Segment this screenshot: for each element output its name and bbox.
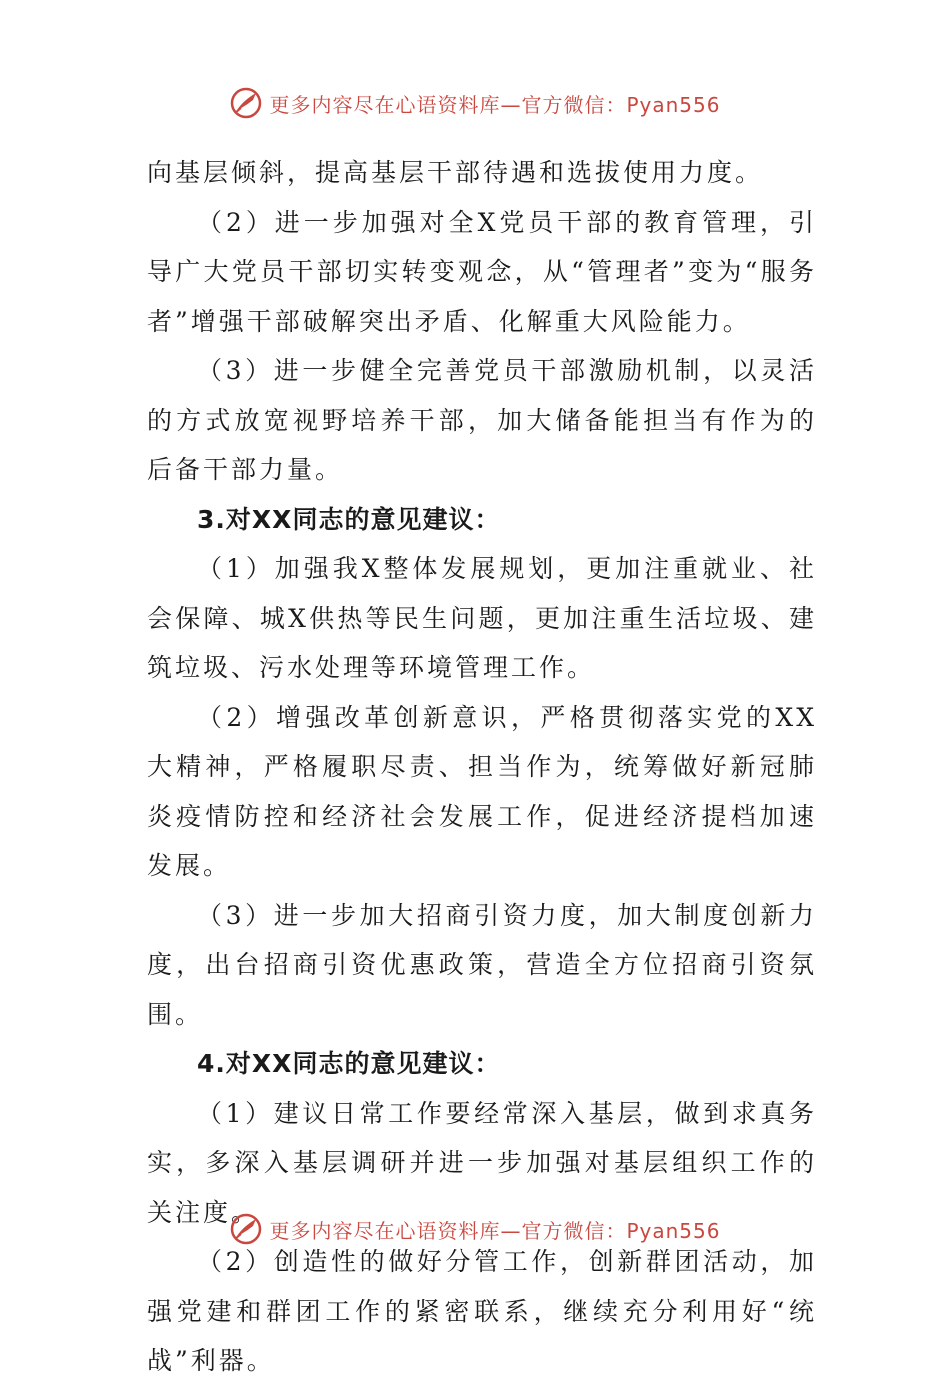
footer-watermark — [0, 1212, 950, 1246]
watermark-text: 更多内容尽在心语资料库—官方微信：Pyan556 — [269, 1218, 721, 1243]
paragraph-item: （1）建议日常工作要经常深入基层，做到求真务实，多深入基层调研并进一步加强对基层组织工作的关注度。 — [147, 1098, 817, 1227]
section-heading: 3.对XX同志的意见建议： — [197, 504, 501, 534]
paragraph-item: （1）加强我X整体发展规划，更加注重就业、社会保障、城X供热等民生问题，更加注重生活垃圾、建筑垃圾、污水处理等环境管理工作。 — [147, 554, 817, 682]
watermark-text: 更多内容尽在心语资料库—官方微信：Pyan556 — [269, 92, 721, 117]
document-body — [147, 148, 817, 1386]
paragraph-item: （2）创造性的做好分管工作，创新群团活动，加强党建和群团工作的紧密联系，继续充分利用好“统战”利器。 — [147, 1247, 817, 1375]
paragraph-continuation: 向基层倾斜，提高基层干部待遇和选拔使用力度。 — [147, 158, 764, 187]
paragraph-item: （2）进一步加强对全X党员干部的教育管理，引导广大党员干部切实转变观念，从“管理者”变为“服务者”增强干部破解突出矛盾、化解重大风险能力。 — [147, 207, 817, 336]
header-watermark — [0, 86, 950, 120]
paragraph-item: （3）进一步加大招商引资力度，加大制度创新力度，出台招商引资优惠政策，营造全方位招商引资氛围。 — [147, 900, 817, 1029]
pen-logo-icon — [229, 1212, 263, 1246]
paragraph-item: （2）增强改革创新意识，严格贯彻落实党的XX大精神，严格履职尽责、担当作为，统筹做好新冠肺炎疫情防控和经济社会发展工作，促进经济提档加速发展。 — [147, 702, 817, 880]
pen-logo-icon — [229, 86, 263, 120]
paragraph-item: （3）进一步健全完善党员干部激励机制，以灵活的方式放宽视野培养干部，加大储备能担当有作为的后备干部力量。 — [147, 356, 817, 484]
section-heading: 4.对XX同志的意见建议： — [197, 1049, 501, 1078]
